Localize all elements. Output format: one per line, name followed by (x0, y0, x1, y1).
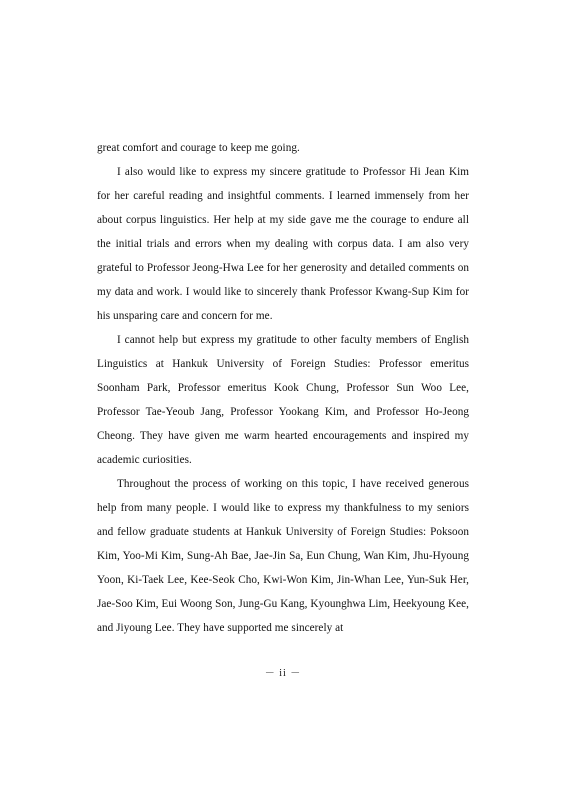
paragraph-hi-jean-kim: I also would like to express my sincere gratitude to Professor Hi Jean Kim for her careful reading and insightful comments. I learned immensely from her about corpus linguistics. Her help at my side gave me the courage to endure all the initial trials and errors when my dealing with corpus data. I am also very grateful to Professor Jeong-Hwa Lee for her generosity and detailed comments on my data and work. I would like to sincerely thank Professor Kwang-Sup Kim for his unsparing care and concern for me. (97, 166, 469, 322)
paragraph-continuation: great comfort and courage to keep me going. (97, 142, 300, 154)
body-text (97, 136, 469, 640)
page-number: － ii － (264, 668, 302, 679)
paragraph-graduate-students: Throughout the process of working on this topic, I have received generous help from many people. I would like to express my thankfulness to my seniors and fellow graduate students at Hankuk University of Foreign Studies: Poksoon Kim, Yoo-Mi Kim, Sung-Ah Bae, Jae-Jin Sa, Eun Chung, Wan Kim, Jhu-Hyoung Yoon, Ki-Taek Lee, Kee-Seok Cho, Kwi-Won Kim, Jin-Whan Lee, Yun-Suk Her, Jae-Soo Kim, Eui Woong Son, Jung-Gu Kang, Kyounghwa Lim, Heekyoung Kee, and Jiyoung Lee. They have supported me sincerely at (97, 478, 469, 634)
paragraph-faculty-members: I cannot help but express my gratitude to other faculty members of English Linguistics at Hankuk University of Foreign Studies: Professor emeritus Soonham Park, Professor emeritus Kook Chung, Professor Sun Woo Lee, Professor Tae-Yeoub Jang, Professor Yookang Kim, and Professor Ho-Jeong Cheong. They have given me warm hearted encouragements and inspired my academic curiosities. (97, 334, 469, 466)
